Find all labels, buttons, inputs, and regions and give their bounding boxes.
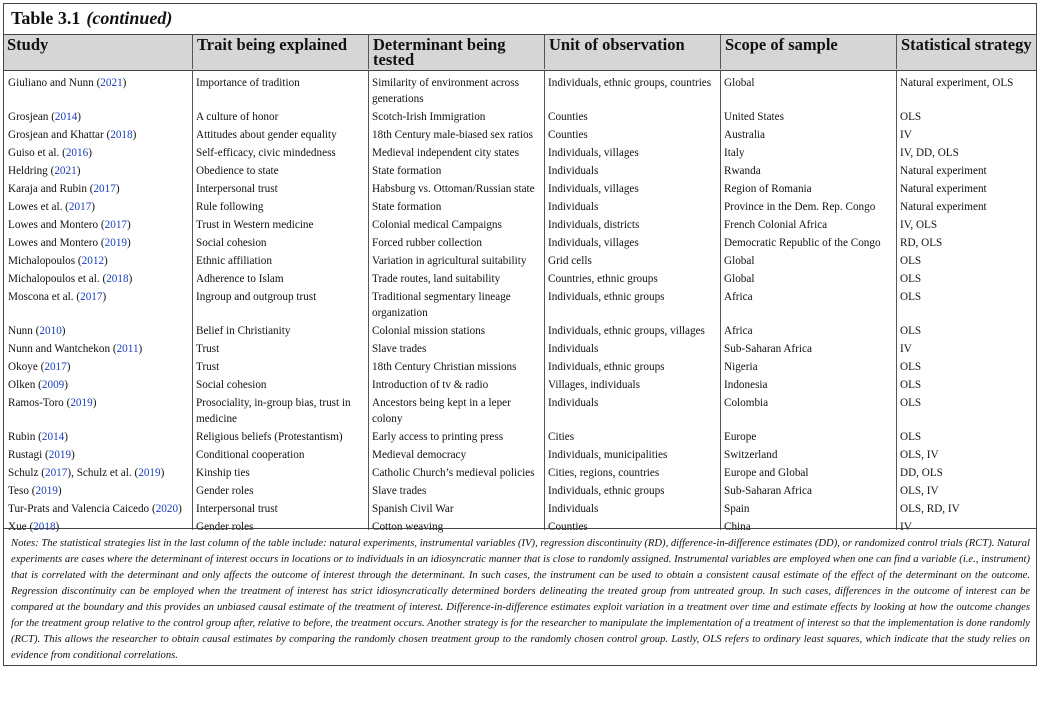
header-scope: Scope of sample xyxy=(720,35,896,69)
cell-study: Nunn and Wantchekon (2011) xyxy=(8,343,143,355)
cell-trait: Attitudes about gender equality xyxy=(196,129,337,141)
citation-author: Nunn and Wantchekon xyxy=(8,343,111,355)
table-row xyxy=(4,145,1036,163)
citation-year-link[interactable]: 2018 xyxy=(110,129,133,141)
citation-author: Grosjean xyxy=(8,111,49,123)
cell-strategy: OLS xyxy=(900,325,922,337)
table-row xyxy=(4,429,1036,447)
cell-scope: Spain xyxy=(724,503,750,515)
cell-study: Michalopoulos (2012) xyxy=(8,255,108,267)
citation-year-link[interactable]: 2017 xyxy=(44,361,67,373)
cell-scope: Indonesia xyxy=(724,379,768,391)
column-divider xyxy=(720,71,721,530)
cell-determinant: Forced rubber collection xyxy=(372,237,482,249)
cell-determinant: Cotton weaving xyxy=(372,521,444,533)
cell-strategy: OLS, IV xyxy=(900,449,939,461)
cell-trait: Trust xyxy=(196,361,220,373)
table-row xyxy=(4,271,1036,289)
cell-trait: Adherence to Islam xyxy=(196,273,284,285)
cell-trait: Obedience to state xyxy=(196,165,279,177)
cell-trait: Ethnic affiliation xyxy=(196,255,272,267)
table-row xyxy=(4,217,1036,235)
table-row xyxy=(4,377,1036,395)
cell-strategy: IV, OLS xyxy=(900,219,938,231)
citation-author: Okoye xyxy=(8,361,38,373)
table-row xyxy=(4,341,1036,359)
cell-strategy: IV, DD, OLS xyxy=(900,147,959,159)
citation-year-link[interactable]: 2011 xyxy=(116,343,139,355)
citation-author: Tur-Prats and Valencia Caicedo xyxy=(8,503,150,515)
cell-unit: Individuals xyxy=(548,343,599,355)
cell-trait: Importance of tradition xyxy=(196,77,300,89)
cell-unit: Countries, ethnic groups xyxy=(548,273,658,285)
header-study: Study xyxy=(7,35,49,54)
cell-trait: A culture of honor xyxy=(196,111,279,123)
table-row xyxy=(4,447,1036,465)
citation-author: Schulz et al. xyxy=(76,467,132,479)
cell-unit: Individuals xyxy=(548,397,599,409)
cell-determinant: 18th Century Christian missions xyxy=(372,361,517,373)
cell-determinant: Medieval democracy xyxy=(372,449,467,461)
cell-determinant: Catholic Church’s medieval policies xyxy=(372,467,535,479)
header-trait: Trait being explained xyxy=(192,35,368,69)
cell-study: Nunn (2010) xyxy=(8,325,66,337)
cell-unit: Individuals xyxy=(548,503,599,515)
cell-determinant: Medieval independent city states xyxy=(372,147,519,159)
cell-trait: Gender roles xyxy=(196,521,254,533)
cell-unit: Counties xyxy=(548,521,588,533)
citation-year-link[interactable]: 2017 xyxy=(93,183,116,195)
column-divider xyxy=(192,71,193,530)
cell-scope: China xyxy=(724,521,751,533)
citation-author: Lowes et al. xyxy=(8,201,63,213)
citation-year-link[interactable]: 2021 xyxy=(54,165,77,177)
citation-year-link[interactable]: 2009 xyxy=(41,379,65,391)
citation-author: Heldring xyxy=(8,165,48,177)
cell-unit: Cities, regions, countries xyxy=(548,467,660,479)
cell-trait: Belief in Christianity xyxy=(196,325,291,337)
citation-author: Nunn xyxy=(8,325,33,337)
cell-strategy: DD, OLS xyxy=(900,467,943,479)
cell-unit: Counties xyxy=(548,111,588,123)
citation-year-link[interactable]: 2016 xyxy=(65,147,89,159)
citation-year-link[interactable]: 2018 xyxy=(106,273,129,285)
cell-unit: Individuals, districts xyxy=(548,219,640,231)
cell-study: Giuliano and Nunn (2021) xyxy=(8,77,127,89)
cell-strategy: OLS xyxy=(900,431,922,443)
table-row xyxy=(4,199,1036,217)
cell-trait: Social cohesion xyxy=(196,237,267,249)
cell-trait: Rule following xyxy=(196,201,264,213)
citation-year-link[interactable]: 2014 xyxy=(41,431,65,443)
citation-year-link[interactable]: 2017 xyxy=(80,291,103,303)
cell-trait: Interpersonal trust xyxy=(196,183,278,195)
cell-study: Teso (2019) xyxy=(8,485,62,497)
citation-year-link[interactable]: 2019 xyxy=(138,467,161,479)
citation-year-link[interactable]: 2014 xyxy=(54,111,78,123)
citation-author: Michalopoulos xyxy=(8,255,76,267)
cell-strategy: OLS xyxy=(900,361,922,373)
cell-trait: Ingroup and outgroup trust xyxy=(196,291,317,303)
citation-year-link[interactable]: 2019 xyxy=(70,397,93,409)
cell-scope: Italy xyxy=(724,147,745,159)
cell-scope: Australia xyxy=(724,129,766,141)
citation-author: Ramos-Toro xyxy=(8,397,64,409)
cell-determinant: Trade routes, land suitability xyxy=(372,273,501,285)
cell-unit: Individuals, municipalities xyxy=(548,449,668,461)
cell-study: Michalopoulos et al. (2018) xyxy=(8,273,133,285)
cell-scope: Province in the Dem. Rep. Congo xyxy=(724,201,876,213)
cell-determinant: State formation xyxy=(372,201,442,213)
cell-study: Rubin (2014) xyxy=(8,431,68,443)
cell-study: Lowes and Montero (2017) xyxy=(8,219,131,231)
cell-strategy: RD, OLS xyxy=(900,237,943,249)
cell-unit: Counties xyxy=(548,129,588,141)
header-unit: Unit of observation xyxy=(544,35,720,69)
cell-determinant: Early access to printing press xyxy=(372,431,504,443)
cell-unit: Individuals, villages xyxy=(548,183,639,195)
cell-unit: Individuals, ethnic groups xyxy=(548,291,665,303)
citation-year-link[interactable]: 2018 xyxy=(33,521,56,533)
citation-year-link[interactable]: 2019 xyxy=(104,237,128,249)
cell-study: Olken (2009) xyxy=(8,379,68,391)
cell-determinant: Habsburg vs. Ottoman/Russian state xyxy=(372,183,535,195)
cell-determinant: Slave trades xyxy=(372,343,427,355)
table-row xyxy=(4,235,1036,253)
citation-author: Karaja and Rubin xyxy=(8,183,87,195)
citation-year-link[interactable]: 2017 xyxy=(104,219,128,231)
citation-year-link[interactable]: 2019 xyxy=(48,449,72,461)
cell-unit: Individuals, villages xyxy=(548,147,639,159)
table-row xyxy=(4,483,1036,501)
citation-year-link[interactable]: 2012 xyxy=(81,255,105,267)
cell-scope: Colombia xyxy=(724,397,769,409)
table-row xyxy=(4,395,1036,429)
cell-trait: Gender roles xyxy=(196,485,254,497)
citation-year-link[interactable]: 2019 xyxy=(35,485,58,497)
cell-determinant: Colonial mission stations xyxy=(372,325,486,337)
cell-scope: Democratic Republic of the Congo xyxy=(724,237,881,249)
table-row xyxy=(4,465,1036,483)
cell-determinant: Variation in agricultural suitability xyxy=(372,255,527,267)
cell-strategy: OLS, RD, IV xyxy=(900,503,960,515)
citation-author: Grosjean and Khattar xyxy=(8,129,104,141)
cell-study: Tur-Prats and Valencia Caicedo (2020) xyxy=(8,503,182,515)
table-frame xyxy=(3,3,1037,666)
cell-unit: Individuals, ethnic groups xyxy=(548,361,665,373)
column-divider xyxy=(896,71,897,530)
cell-trait: Social cohesion xyxy=(196,379,267,391)
cell-strategy: IV xyxy=(900,129,912,141)
cell-unit: Individuals, ethnic groups xyxy=(548,485,665,497)
cell-study: Xue (2018) xyxy=(8,521,60,533)
cell-strategy: OLS, IV xyxy=(900,485,939,497)
cell-scope: Global xyxy=(724,77,755,89)
table-row xyxy=(4,75,1036,109)
citation-year-link[interactable]: 2010 xyxy=(39,325,62,337)
table-row xyxy=(4,323,1036,341)
cell-strategy: OLS xyxy=(900,291,922,303)
cell-strategy: OLS xyxy=(900,379,922,391)
table-row xyxy=(4,109,1036,127)
citation-author: Giuliano and Nunn xyxy=(8,77,94,89)
cell-determinant: 18th Century male-biased sex ratios xyxy=(372,129,533,141)
cell-scope: Global xyxy=(724,255,755,267)
cell-study: Schulz (2017), Schulz et al. (2019) xyxy=(8,467,165,479)
cell-strategy: Natural experiment xyxy=(900,165,987,177)
citation-author: Lowes and Montero xyxy=(8,219,99,231)
header-strategy: Statistical strategy xyxy=(896,35,1036,69)
cell-determinant: Introduction of tv & radio xyxy=(372,379,489,391)
cell-strategy: Natural experiment xyxy=(900,201,987,213)
citation-author: Lowes and Montero xyxy=(8,237,99,249)
cell-trait: Kinship ties xyxy=(196,467,250,479)
cell-strategy: Natural experiment xyxy=(900,183,987,195)
cell-study: Lowes et al. (2017) xyxy=(8,201,96,213)
cell-scope: Africa xyxy=(724,325,753,337)
cell-study: Lowes and Montero (2019) xyxy=(8,237,131,249)
citation-year-link[interactable]: 2020 xyxy=(155,503,179,515)
citation-author: Moscona et al. xyxy=(8,291,74,303)
column-divider xyxy=(368,71,369,530)
citation-author: Xue xyxy=(8,521,27,533)
cell-scope: Nigeria xyxy=(724,361,758,373)
cell-scope: Rwanda xyxy=(724,165,761,177)
table-row xyxy=(4,289,1036,323)
cell-unit: Individuals, ethnic groups, villages xyxy=(548,325,705,337)
cell-unit: Individuals xyxy=(548,201,599,213)
cell-unit: Individuals, ethnic groups, countries xyxy=(548,77,712,89)
cell-trait: Trust xyxy=(196,343,220,355)
cell-study: Moscona et al. (2017) xyxy=(8,291,107,303)
cell-unit: Villages, individuals xyxy=(548,379,640,391)
cell-strategy: OLS xyxy=(900,273,922,285)
cell-scope: French Colonial Africa xyxy=(724,219,828,231)
cell-strategy: OLS xyxy=(900,255,922,267)
cell-trait: Trust in Western medicine xyxy=(196,219,314,231)
cell-unit: Grid cells xyxy=(548,255,592,267)
cell-scope: United States xyxy=(724,111,784,123)
column-divider xyxy=(544,71,545,530)
table-label: Table 3.1 xyxy=(11,8,81,28)
cell-scope: Switzerland xyxy=(724,449,778,461)
table-notes: Notes: The statistical strategies list in the last column of the table include: natural experiments, instrumental variables (IV), regression discontinuity (RD), difference-in-difference estimates (DD), or randomized control trials (RCT). Natural experiments are cases where the determinant of interest occurs in locations or to individuals in an idiosyncratic manner that is close to randomly assigned. Instrumental variables are employed when one can find a variable (i.e., instrument) that is correlated with the determinant and only affects the outcome of interest through the determinant. In such cases, the instrument can be used to obtain a consistent causal estimate of the effect of the determinant on the outcome. Regression discontinuity can be employed when the treatment of interest has strict idiosyncratically determined borders delineating the treated group from untreated group. In such cases, differences in the outcome of interest can be compared at the boundary and this provides an unbiased causal estimate of the treatment of interest. Difference-in-difference estimates exploit variation in a treatment over time and estimate effects by looking at how the outcome changes for the treatment group relative to the control group after, relative to before, the treatment occurs. Another strategy is for the researcher to manipulate the implementation of a treatment of interest so that the implementation is done randomly (RCT). This allows the researcher to obtain causal estimates by comparing the randomly chosen treatment group to the randomly chosen control group. Lastly, OLS refers to ordinary least squares, which indicate that the study relies on evidence from conditional correlations. xyxy=(4,528,1036,665)
citation-author: Rubin xyxy=(8,431,36,443)
table-row xyxy=(4,181,1036,199)
cell-scope: Sub-Saharan Africa xyxy=(724,485,812,497)
cell-study: Karaja and Rubin (2017) xyxy=(8,183,120,195)
citation-author: Rustagi xyxy=(8,449,43,461)
cell-determinant: Colonial medical Campaigns xyxy=(372,219,502,231)
citation-author: Guiso et al. xyxy=(8,147,60,159)
cell-study: Okoye (2017) xyxy=(8,361,71,373)
cell-scope: Sub-Saharan Africa xyxy=(724,343,812,355)
citation-year-link[interactable]: 2017 xyxy=(68,201,92,213)
cell-determinant: Ancestors being kept in a leper colony xyxy=(372,397,511,425)
cell-scope: Europe xyxy=(724,431,757,443)
cell-scope: Europe and Global xyxy=(724,467,809,479)
cell-study: Grosjean and Khattar (2018) xyxy=(8,129,137,141)
cell-unit: Cities xyxy=(548,431,575,443)
citation-year-link[interactable]: 2017 xyxy=(44,467,68,479)
table-row xyxy=(4,253,1036,271)
cell-trait: Conditional cooperation xyxy=(196,449,305,461)
cell-determinant: State formation xyxy=(372,165,442,177)
cell-study: Heldring (2021) xyxy=(8,165,81,177)
cell-scope: Global xyxy=(724,273,755,285)
cell-study: Rustagi (2019) xyxy=(8,449,75,461)
citation-author: Michalopoulos et al. xyxy=(8,273,100,285)
citation-author: Olken xyxy=(8,379,36,391)
cell-unit: Individuals xyxy=(548,165,599,177)
cell-strategy: Natural experiment, OLS xyxy=(900,77,1014,89)
cell-determinant: Similarity of environment across generations xyxy=(372,77,519,105)
cell-determinant: Spanish Civil War xyxy=(372,503,454,515)
cell-strategy: IV xyxy=(900,521,912,533)
cell-study: Guiso et al. (2016) xyxy=(8,147,92,159)
cell-unit: Individuals, villages xyxy=(548,237,639,249)
cell-trait: Prosociality, in-group bias, trust in medicine xyxy=(196,397,351,425)
citation-author: Schulz xyxy=(8,467,39,479)
cell-determinant: Traditional segmentary lineage organization xyxy=(372,291,511,319)
cell-determinant: Scotch-Irish Immigration xyxy=(372,111,486,123)
citation-author: Teso xyxy=(8,485,29,497)
cell-trait: Religious beliefs (Protestantism) xyxy=(196,431,343,443)
cell-scope: Region of Romania xyxy=(724,183,812,195)
table-row xyxy=(4,163,1036,181)
cell-determinant: Slave trades xyxy=(372,485,427,497)
cell-strategy: OLS xyxy=(900,397,922,409)
cell-trait: Self-efficacy, civic mindedness xyxy=(196,147,336,159)
cell-trait: Interpersonal trust xyxy=(196,503,278,515)
citation-year-link[interactable]: 2021 xyxy=(100,77,123,89)
table-row xyxy=(4,127,1036,145)
cell-study: Grosjean (2014) xyxy=(8,111,82,123)
table-row xyxy=(4,359,1036,377)
cell-strategy: IV xyxy=(900,343,912,355)
cell-study: Ramos-Toro (2019) xyxy=(8,397,97,409)
header-determinant: Determinant being tested xyxy=(368,35,544,69)
table-continued: (continued) xyxy=(86,8,173,28)
cell-strategy: OLS xyxy=(900,111,922,123)
table-row xyxy=(4,501,1036,519)
table-title xyxy=(4,4,1036,35)
table-header-row xyxy=(4,35,1036,71)
cell-scope: Africa xyxy=(724,291,753,303)
